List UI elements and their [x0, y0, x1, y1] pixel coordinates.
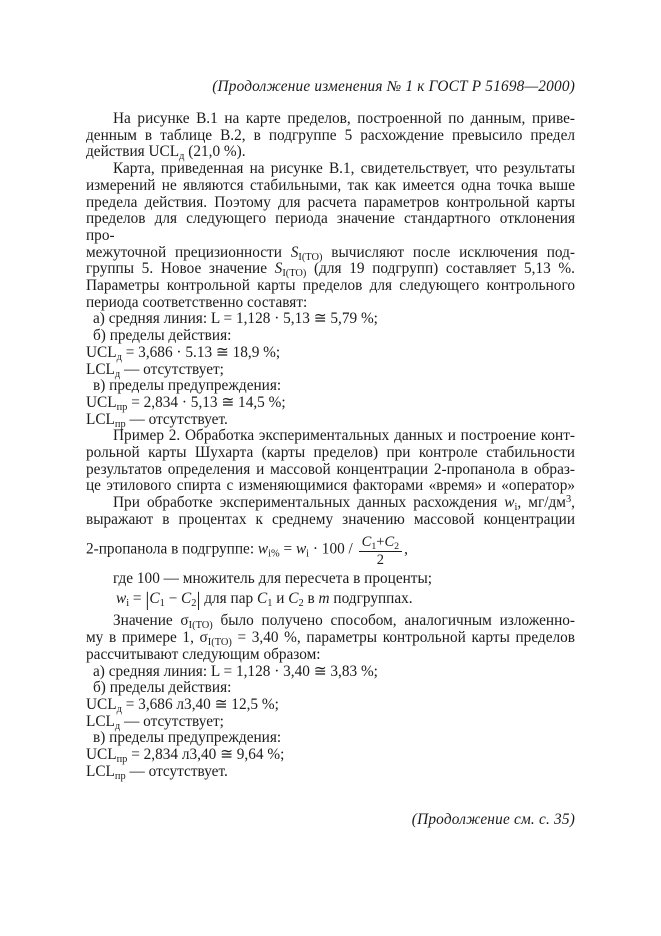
list-value-line: UCLд = 3,686 л3,40 ≅ 12,5 %;	[86, 696, 279, 715]
text-line: Карта, приведенная на рисунке В.1, свидетельствует, что результаты	[113, 160, 575, 178]
text-line: На рисунке В.1 на карте пределов, построенной по данным, приве-	[113, 110, 575, 127]
fraction: $\frac{C1+C2}{2}$	[359, 535, 402, 569]
list-value-line: UCLпр = 2,834 · 5,13 ≅ 14,5 %;	[86, 393, 286, 413]
text-line: рассчитывают следующим образом:	[86, 645, 321, 663]
header-note: (Продолжение изменения № 1 к ГОСТ Р 51698—2000)	[212, 78, 575, 95]
list-value-line: LCLпр — отсутствует.	[86, 410, 228, 430]
footer-note: (Продолжение см. с. 35)	[411, 810, 575, 828]
text-line: группы 5. Новое значение SI(TO) (для 19 подгрупп) составляет 5,13 %.	[86, 260, 575, 280]
list-item-line: а) средняя линия: L = 1,128 · 5,13 ≅ 5,79 %;	[93, 310, 378, 328]
list-item-line: б) пределы действия:	[93, 327, 232, 345]
text-line: рольной карты Шухарта (карты пределов) при контроле стабильности	[86, 444, 575, 462]
text-line: результатов определения и массовой концентрации 2-пропанола в образ-	[86, 460, 575, 478]
list-value-line: UCLд = 3,686 · 5.13 ≅ 18,9 %;	[86, 343, 281, 363]
list-value-line: UCLпр = 2,834 л3,40 ≅ 9,64 %;	[86, 746, 285, 766]
text-line: пределов для следующего периода значение стандартного отклонения про-	[86, 210, 575, 244]
text-line: му в примере 1, σI(TO) = 3,40 %, параметры контрольной карты пределов	[86, 629, 575, 649]
list-value-line: LCLпр — отсутствует.	[86, 762, 228, 782]
text-line: межуточной прецизионности SI(TO) вычисляют после исключения под-	[86, 243, 575, 263]
list-item-line: в) пределы предупреждения:	[93, 377, 282, 395]
text-line: При обработке экспериментальных данных расхождения wi, $мг/дм^3$,	[113, 493, 575, 514]
text-line: Параметры контрольной карты пределов для следующего контрольного	[86, 277, 575, 295]
list-item-line: в) пределы предупреждения:	[93, 729, 282, 747]
text-line: периода соответственно составят:	[86, 293, 308, 311]
text-line: Значение σI(TO) было получено способом, аналогичным изложенно-	[113, 612, 575, 632]
text-line: предела действия. Поэтому для расчета параметров контрольной карты	[86, 193, 575, 211]
text-line: це этилового спирта с изменяющимися факторами «время» и «оператор»	[86, 477, 575, 495]
list-value-line: LCLд — отсутствует;	[86, 360, 224, 380]
text-line: действия UCLд (21,0 %).	[86, 143, 246, 163]
text-line: измерений не являются стабильными, так как имеется одна точка выше	[86, 176, 575, 194]
equation-line: wi = |C1 − C2| для пар C1 и C2 в m подгруппах.	[116, 588, 413, 611]
list-item-line: б) пределы действия:	[93, 679, 232, 697]
document-body	[86, 111, 575, 781]
text-line: выражают в процентах к среднему значению массовой концентрации	[86, 510, 575, 528]
list-item-line: а) средняя линия: L = 1,128 · 3,40 ≅ 3,83 %;	[93, 662, 378, 680]
text-line: где 100 — множитель для пересчета в проценты;	[113, 570, 433, 588]
list-value-line: LCLд — отсутствует;	[86, 712, 224, 732]
equation-line: 2-пропанола в подгруппе: wi% = wi · 100 / $\frac{C1+C2}{2}$ ,	[86, 533, 408, 568]
text-line: денным в таблице В.2, в подгруппе 5 расхождение превысило предел	[86, 126, 575, 144]
text-line: Пример 2. Обработка экспериментальных данных и построение конт-	[113, 427, 575, 445]
